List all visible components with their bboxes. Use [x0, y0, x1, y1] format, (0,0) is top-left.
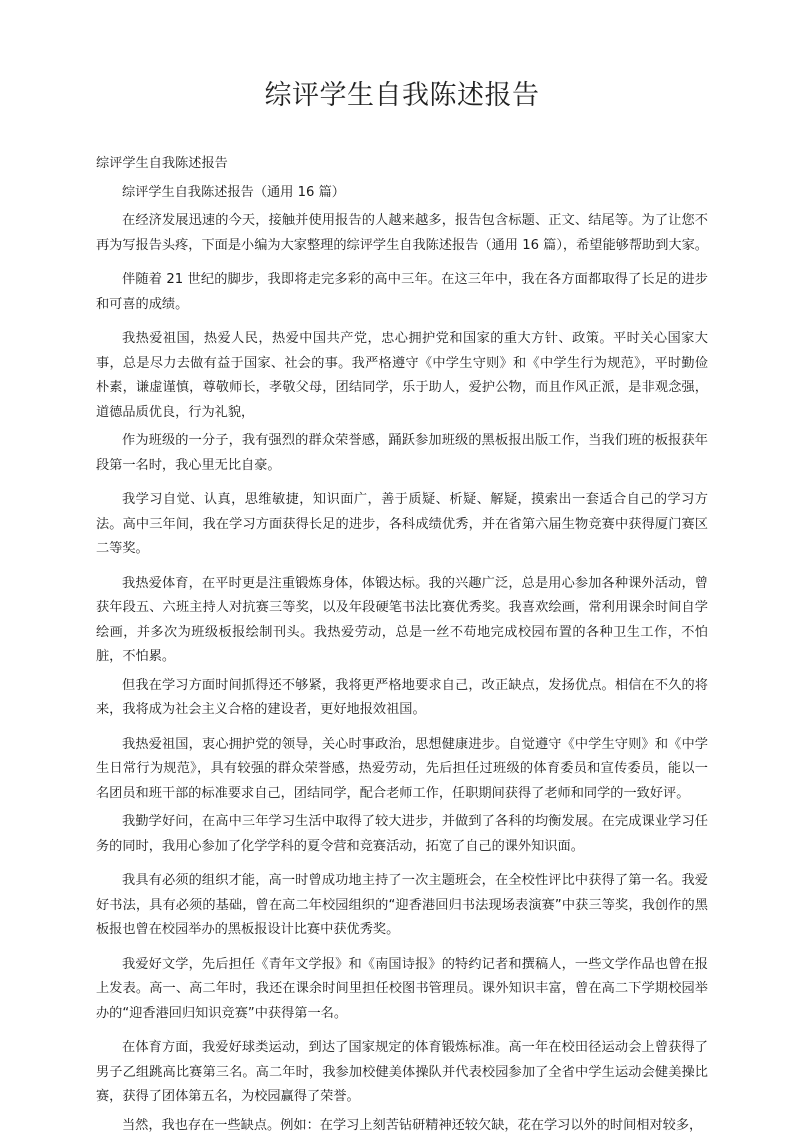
paragraph-subtitle: 综评学生自我陈述报告（通用 16 篇） — [96, 181, 708, 206]
paragraph-6: 但我在学习方面时间抓得还不够紧，我将更严格地要求自己，改正缺点，发扬优点。相信在不久的将来，我将成为社会主义合格的建设者，更好地报效祖国。 — [96, 674, 708, 723]
paragraph-3: 作为班级的一分子，我有强烈的群众荣誉感，踊跃参加班级的黑板报出版工作，当我们班的板报获年段第一名时，我心里无比自豪。 — [96, 429, 708, 478]
paragraph-heading: 综评学生自我陈述报告 — [96, 152, 708, 177]
paragraph-12: 当然，我也存在一些缺点。例如：在学习上刻苦钻研精神还较欠缺，花在学习以外的时间相对较多， — [96, 1114, 708, 1138]
paragraph-4: 我学习自觉、认真，思维敏捷，知识面广，善于质疑、析疑、解疑，摸索出一套适合自己的学习方法。高中三年间，我在学习方面获得长足的进步，各科成绩优秀，并在省第六届生物竞赛中获得厦门赛区二等奖。 — [96, 488, 708, 562]
document-title: 综评学生自我陈述报告 — [96, 0, 708, 116]
paragraph-9: 我具有必须的组织才能，高一时曾成功地主持了一次主题班会，在全校性评比中获得了第一名。我爱好书法，具有必须的基础，曾在高二年校园组织的“迎香港回归书法现场表演赛”中获三等奖，我创作的黑板报也曾在校园举办的黑板报设计比赛中获优秀奖。 — [96, 869, 708, 943]
paragraph-5: 我热爱体育，在平时更是注重锻炼身体，体锻达标。我的兴趣广泛，总是用心参加各种课外活动，曾获年段五、六班主持人对抗赛三等奖，以及年段硬笔书法比赛优秀奖。我喜欢绘画，常利用课余时间自学绘画，并多次为班级板报绘制刊头。我热爱劳动，总是一丝不苟地完成校园布置的各种卫生工作，不怕脏，不怕累。 — [96, 572, 708, 670]
paragraph-11: 在体育方面，我爱好球类运动，到达了国家规定的体育锻炼标准。高一年在校田径运动会上曾获得了男子乙组跳高比赛第三名。高二年时，我参加校健美体操队并代表校园参加了全省中学生运动会健美操比赛，获得了团体第五名，为校园赢得了荣誉。 — [96, 1036, 708, 1110]
paragraph-2: 我热爱祖国，热爱人民，热爱中国共产党，忠心拥护党和国家的重大方针、政策。平时关心国家大事，总是尽力去做有益于国家、社会的事。我严格遵守《中学生守则》和《中学生行为规范》，平时勤俭朴素，谦虚谨慎，尊敬师长，孝敬父母，团结同学，乐于助人，爱护公物，而且作风正派，是非观念强，道德品质优良，行为礼貌， — [96, 327, 708, 425]
paragraph-10: 我爱好文学，先后担任《青年文学报》和《南国诗报》的特约记者和撰稿人，一些文学作品也曾在报上发表。高一、高二年时，我还在课余时间里担任校图书管理员。课外知识丰富，曾在高二下学期校园举办的“迎香港回归知识竞赛”中获得第一名。 — [96, 953, 708, 1027]
paragraph-7: 我热爱祖国，衷心拥护党的领导，关心时事政治，思想健康进步。自觉遵守《中学生守则》和《中学生日常行为规范》，具有较强的群众荣誉感，热爱劳动，先后担任过班级的体育委员和宣传委员，能以一名团员和班干部的标准要求自己，团结同学，配合老师工作，任职期间获得了老师和同学的一致好评。 — [96, 733, 708, 807]
paragraph-intro: 在经济发展迅速的今天，接触并使用报告的人越来越多，报告包含标题、正文、结尾等。为了让您不再为写报告头疼，下面是小编为大家整理的综评学生自我陈述报告（通用 16 篇），希望能够帮助到大家。 — [96, 209, 708, 258]
paragraph-1: 伴随着 21 世纪的脚步，我即将走完多彩的高中三年。在这三年中，我在各方面都取得了长足的进步和可喜的成绩。 — [96, 268, 708, 317]
document-body — [96, 152, 708, 1138]
paragraph-8: 我勤学好问，在高中三年学习生活中取得了较大进步，并做到了各科的均衡发展。在完成课业学习任务的同时，我用心参加了化学学科的夏令营和竞赛活动，拓宽了自己的课外知识面。 — [96, 810, 708, 859]
